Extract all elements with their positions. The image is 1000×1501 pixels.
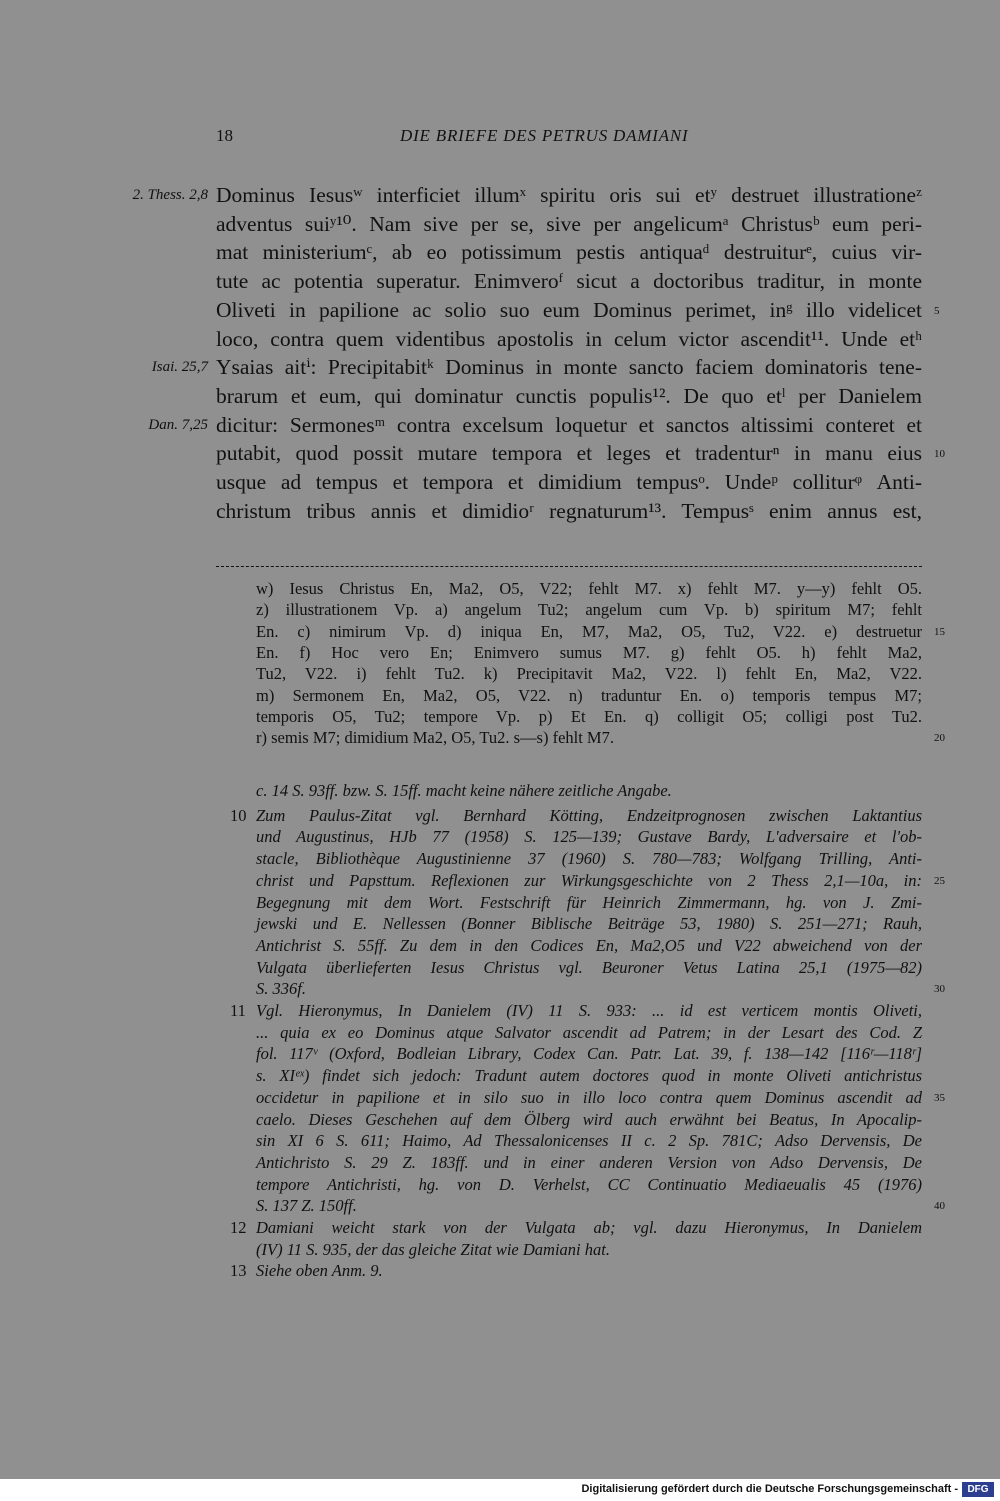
footnote-line: Begegnung mit dem Wort. Festschrift für Heinrich Zimmermann, hg. von J. Zmi-: [256, 892, 922, 912]
footnote-line: Damiani weicht stark von der Vulgata ab; vgl. dazu Hieronymus, In Danielem: [256, 1218, 922, 1237]
footnote-line: Siehe oben Anm. 9.: [256, 1261, 383, 1281]
apparatus-line: m) Sermonem En, Ma2, O5, V22. n) traduntur En. o) temporis tempus M7;: [256, 685, 922, 705]
footnote-number: 11: [230, 1001, 246, 1020]
margin-reference: Dan. 7,25: [148, 416, 208, 433]
footnote-line: sin XI 6 S. 611; Haimo, Ad Thessalonicenses II c. 2 Sp. 781C; Adso Dervensis, De: [256, 1131, 922, 1151]
main-text-line: Oliveti in papilione ac solio suo eum Dominus perimet, inᵍ illo videlicet: [216, 297, 922, 322]
footnote-number: 12: [230, 1218, 247, 1237]
margin-reference: 2. Thess. 2,8: [132, 187, 208, 203]
footnote-line: c. 14 S. 93ff. bzw. S. 15ff. macht keine nähere zeitliche Angabe.: [256, 781, 672, 800]
footnote-line: Antichrist S. 55ff. Zu dem in den Codices En, Ma2,O5 und V22 abweichend von der: [256, 935, 922, 955]
footnote-line: und Augustinus, HJb 77 (1958) S. 125—139; Gustave Bardy, L'adversaire et l'ob-: [256, 827, 922, 847]
main-text-line: putabit, quod possit mutare tempora et leges et tradenturⁿ in manu eius: [216, 441, 922, 466]
footnote-number: 10: [230, 805, 247, 825]
main-text-line: dicitur: Sermonesᵐ contra excelsum loquetur et sanctos altissimi conteret et: [216, 412, 922, 437]
main-text-line: brarum et eum, qui dominatur cunctis populis¹². De quo etˡ per Danielem: [216, 383, 922, 408]
line-number: 25: [934, 874, 945, 887]
apparatus-line: En. f) Hoc vero En; Enimvero sumus M7. g) fehlt O5. h) fehlt Ma2,: [256, 642, 922, 662]
digitization-credit-bar: [0, 1479, 1000, 1501]
footnote-line: (IV) 11 S. 935, der das gleiche Zitat wie Damiani hat.: [256, 1239, 610, 1259]
line-number: 40: [934, 1200, 945, 1213]
apparatus-line: w) Iesus Christus En, Ma2, O5, V22; fehlt M7. x) fehlt M7. y—y) fehlt O5.: [256, 579, 922, 598]
footnote-line: occidetur in papilione et in silo suo in illo loco contra quem Dominus ascendit ad: [256, 1087, 922, 1107]
line-number: 5: [934, 304, 940, 317]
line-number: 30: [934, 983, 945, 996]
apparatus-line: Tu2, V22. i) fehlt Tu2. k) Precipitavit Ma2, V22. l) fehlt En, Ma2, V22.: [256, 664, 922, 684]
footnote-line: s. XIᵉˣ) findet sich jedoch: Tradunt autem doctores quod in monte Oliveti antichristus: [256, 1066, 922, 1086]
footnote-line: Antichristo S. 29 Z. 183ff. und in einer anderen Version von Adso Dervensis, De: [256, 1152, 922, 1172]
main-text-line: adventus suiʸ¹⁰. Nam sive per se, sive per angelicumᵃ Christusᵇ eum peri-: [216, 211, 922, 236]
page-header: [0, 124, 1000, 154]
main-text-line: usque ad tempus et tempora et dimidium tempusᵒ. Undeᵖ colliturᵠ Anti-: [216, 470, 922, 494]
line-number: 10: [934, 448, 945, 461]
line-number: 15: [934, 625, 945, 638]
line-number: 35: [934, 1091, 945, 1104]
footnote-line: Zum Paulus-Zitat vgl. Bernhard Kötting, Endzeitprognosen zwischen Laktantius: [256, 805, 922, 825]
footnote-number: 13: [230, 1261, 247, 1281]
main-text-line: mat ministeriumᶜ, ab eo potissimum pestis antiquaᵈ destruiturᵉ, cuius vir-: [216, 240, 922, 265]
footnote-line: Vulgata überlieferten Iesus Christus vgl. Beuroner Vetus Latina 25,1 (1975—82): [256, 957, 922, 977]
page-number: 18: [216, 126, 233, 145]
dfg-logo-icon: DFG: [962, 1482, 994, 1497]
apparatus-divider: [216, 566, 922, 567]
footnote-line: fol. 117ᵛ (Oxford, Bodleian Library, Codex Can. Patr. Lat. 39, f. 138—142 [116ʳ—118ʳ]: [256, 1044, 922, 1064]
apparatus-line: temporis O5, Tu2; tempore Vp. p) Et En. q) colligit O5; colligi post Tu2.: [256, 706, 922, 726]
main-text-line: tute ac potentia superatur. Enimveroᶠ sicut a doctoribus traditur, in monte: [216, 269, 922, 294]
footnote-line: tempore Antichristi, hg. von D. Verhelst, CC Continuatio Mediaeualis 45 (1976): [256, 1174, 922, 1194]
main-text-line: loco, contra quem videntibus apostolis in celum victor ascendit¹¹. Unde etʰ: [216, 326, 922, 351]
margin-reference: Isai. 25,7: [151, 359, 208, 376]
footnote-line: christ und Papsttum. Reflexionen zur Wirkungsgeschichte von 2 Thess 2,1—10a, in:: [256, 870, 922, 890]
footnote-line: Vgl. Hieronymus, In Danielem (IV) 11 S. 933: ... id est verticem montis Oliveti,: [256, 1001, 922, 1020]
footnote-line: stacle, Bibliothèque Augustinienne 37 (1960) S. 780—783; Wolfgang Trilling, Anti-: [256, 849, 922, 869]
footnote-line: ... quia ex eo Dominus atque Salvator ascendit ad Patrem; in der Lesart des Cod. Z: [256, 1022, 922, 1042]
apparatus-line: z) illustrationem Vp. a) angelum Tu2; angelum cum Vp. b) spiritum M7; fehlt: [256, 600, 922, 620]
main-text-line: christum tribus annis et dimidioʳ regnaturum¹³. Tempusˢ enim annus est,: [216, 498, 922, 523]
footnote-line: caelo. Dieses Geschehen auf dem Ölberg wird auch erwähnt bei Beatus, In Apocalip-: [256, 1109, 922, 1129]
running-title: DIE BRIEFE DES PETRUS DAMIANI: [400, 126, 689, 145]
main-text-line: Ysaias aitⁱ: Precipitabitᵏ Dominus in monte sancto faciem dominatoris tene-: [216, 355, 922, 380]
apparatus-line: r) semis M7; dimidium Ma2, O5, Tu2. s—s) fehlt M7.: [256, 728, 614, 748]
footnote-line: jewski und E. Nellessen (Bonner Biblische Beiträge 53, 1980) S. 251—271; Rauh,: [256, 914, 922, 934]
footnote-line: S. 137 Z. 150ff.: [256, 1196, 357, 1216]
line-number: 20: [934, 732, 945, 745]
footnote-line: S. 336f.: [256, 979, 306, 999]
apparatus-line: En. c) nimirum Vp. d) iniqua En, M7, Ma2, O5, Tu2, V22. e) destruetur: [256, 621, 922, 641]
main-text-line: Dominus Iesusʷ interficiet illumˣ spiritu oris sui etʸ destruet illustrationeᶻ: [216, 183, 922, 207]
credit-text: Digitalisierung gefördert durch die Deutsche Forschungsgemeinschaft -: [581, 1483, 958, 1495]
